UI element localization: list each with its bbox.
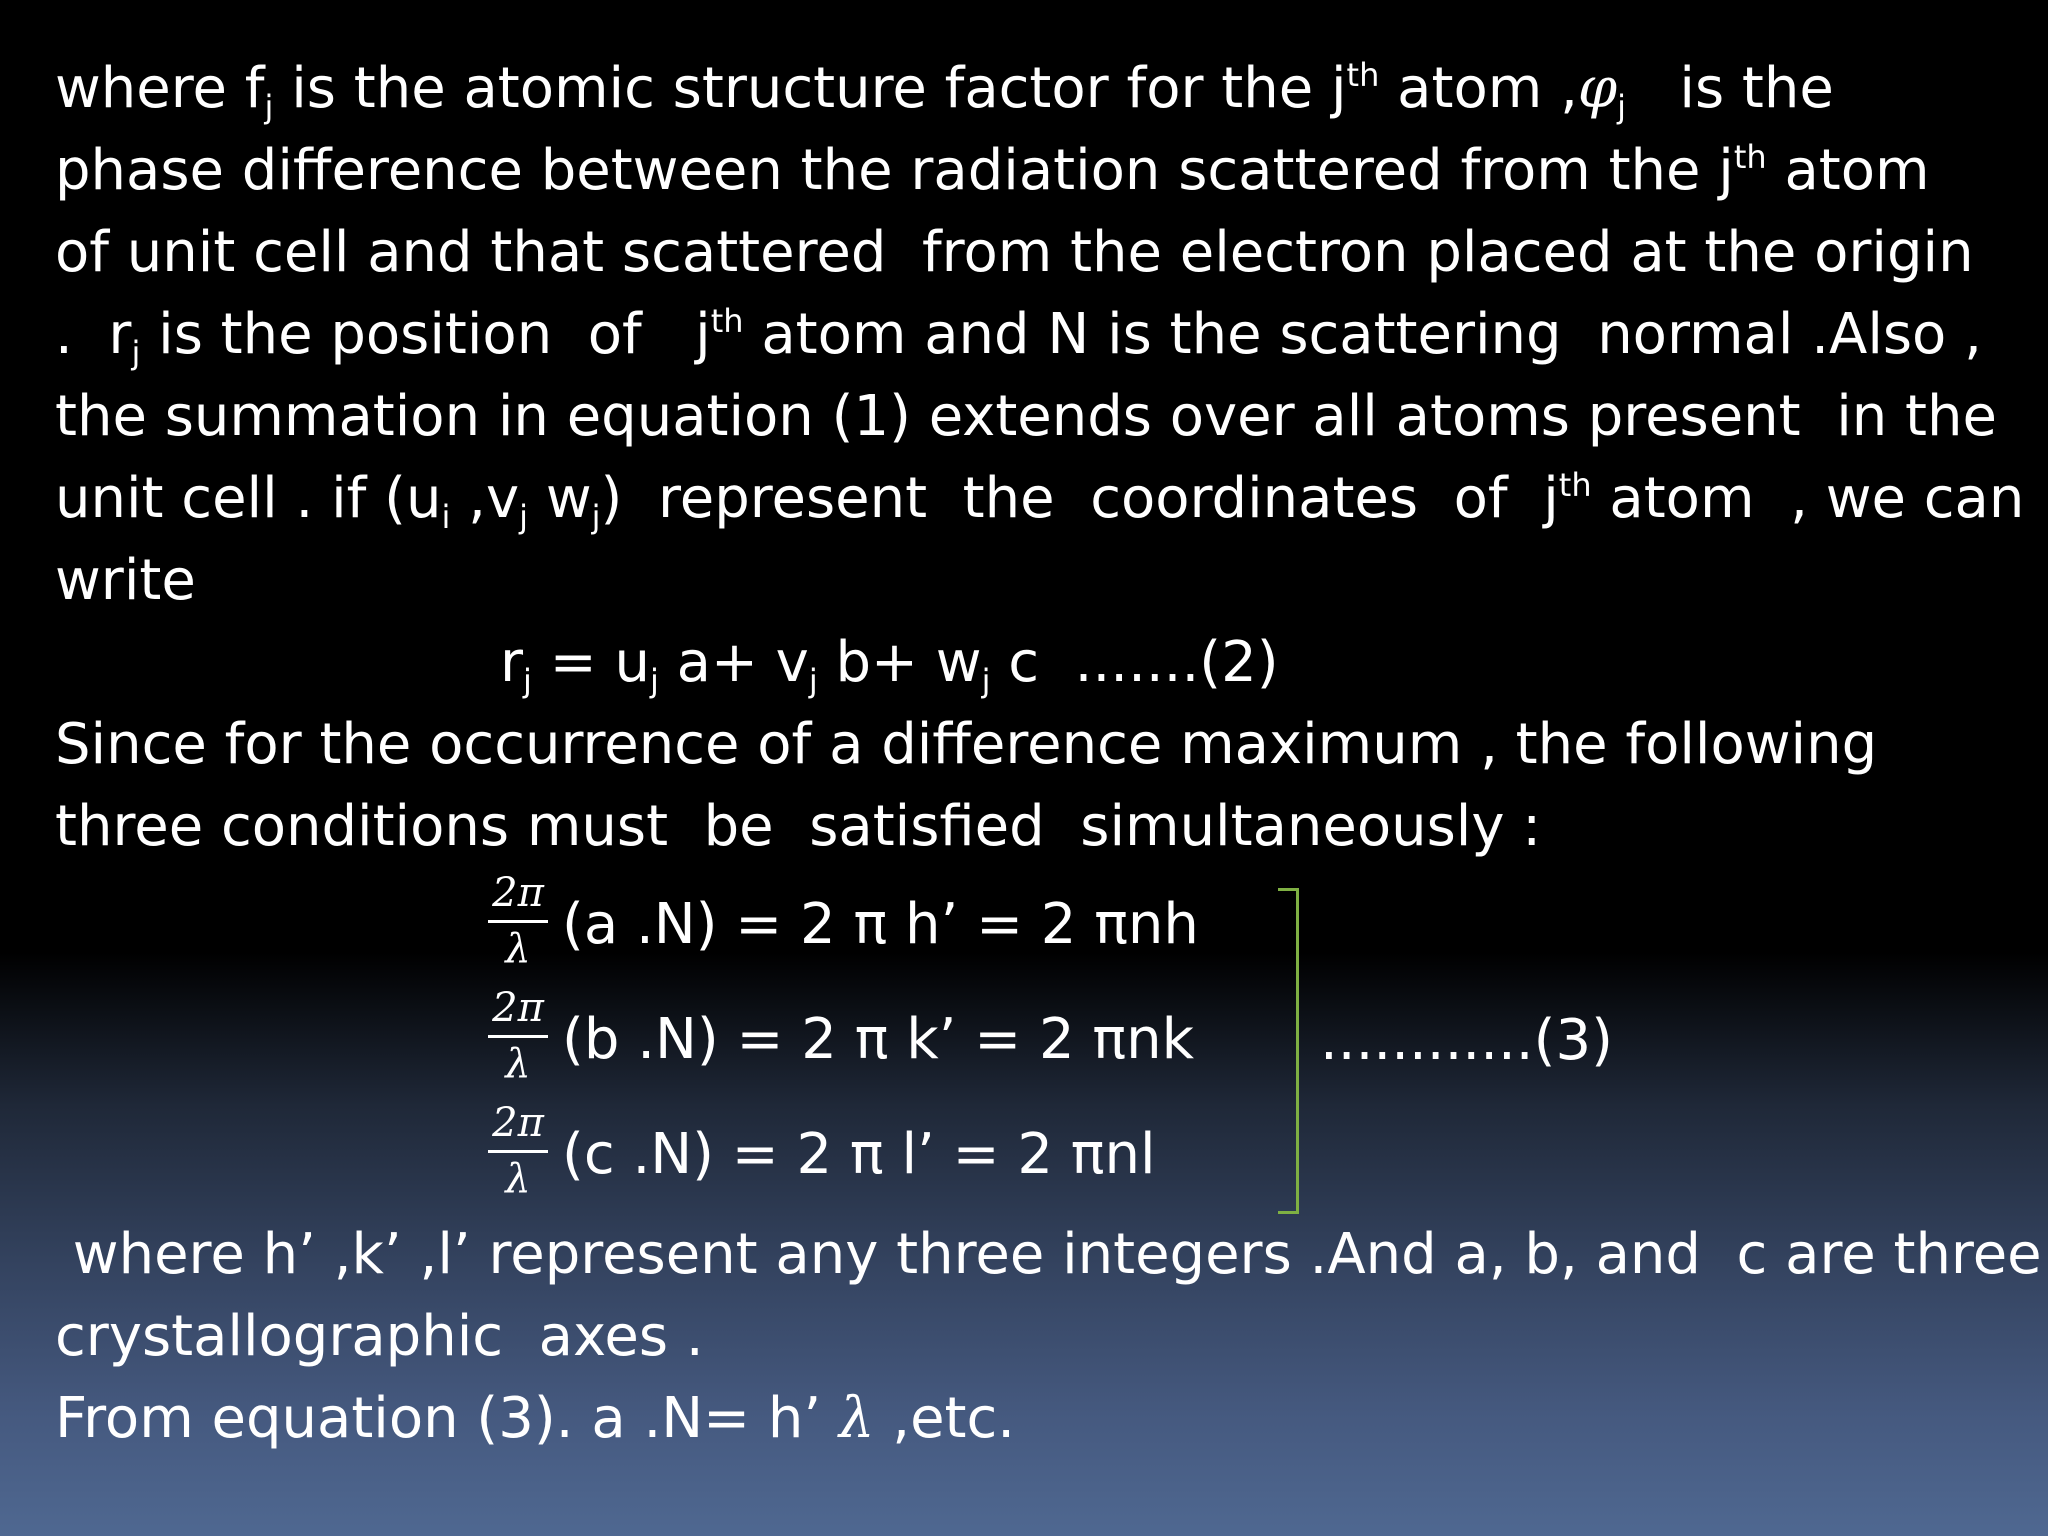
text-line-7: write (55, 548, 196, 613)
fraction-2pi-over-lambda-3: 2π λ (486, 1100, 550, 1201)
text-line-2: phase difference between the radiation scattered from the $j^{th}$ atom (55, 138, 1930, 203)
equation-3-label: ............(3) (1320, 1008, 1613, 1073)
fraction-2pi-over-lambda-2: 2π λ (486, 985, 550, 1086)
text-line-6: unit cell . if ($u_i$ $,v_j$ $w_j$) represent the coordinates of $j^{th}$ atom , we can (55, 466, 2025, 537)
right-bracket (1278, 888, 1299, 1214)
fraction-2pi-over-lambda-1: 2π λ (486, 870, 550, 971)
text-line-5: the summation in equation (1) extends over all atoms present in the (55, 384, 1997, 449)
text-line-3: of unit cell and that scattered from the electron placed at the origin (55, 220, 1974, 285)
phi-symbol: φ (1577, 56, 1618, 121)
lambda-symbol: λ (838, 1386, 875, 1451)
text-line-12: From equation (3). a .N= h’ λ ,etc. (55, 1386, 1016, 1451)
text-line-10: where h’ ,k’ ,l’ represent any three integers .And a, b, and c are three (55, 1222, 2042, 1287)
text-line-8: Since for the occurrence of a difference maximum , the following (55, 712, 1878, 777)
equation-3-row-2: (b .N) = 2 π k’ = 2 πnk (562, 1007, 1195, 1072)
equation-2: $r_j = u_j$ $a+ v_j$ $b+ w_j$ c .......(2) (500, 630, 1279, 701)
text-line-9: three conditions must be satisfied simultaneously : (55, 794, 1542, 859)
text-line-1: where $f_j$ is the atomic structure factor for the $j^{th}$ atom $,\varphi_j$ is the (55, 56, 1834, 127)
equation-3-row-3: (c .N) = 2 π l’ = 2 πnl (562, 1122, 1156, 1187)
text-line-11: crystallographic axes . (55, 1304, 704, 1369)
text-line-4: . $r_j$ is the position of $j^{th}$ atom and N is the scattering normal .Also , (55, 302, 1982, 373)
equation-3-row-1: (a .N) = 2 π h’ = 2 πnh (562, 892, 1199, 957)
